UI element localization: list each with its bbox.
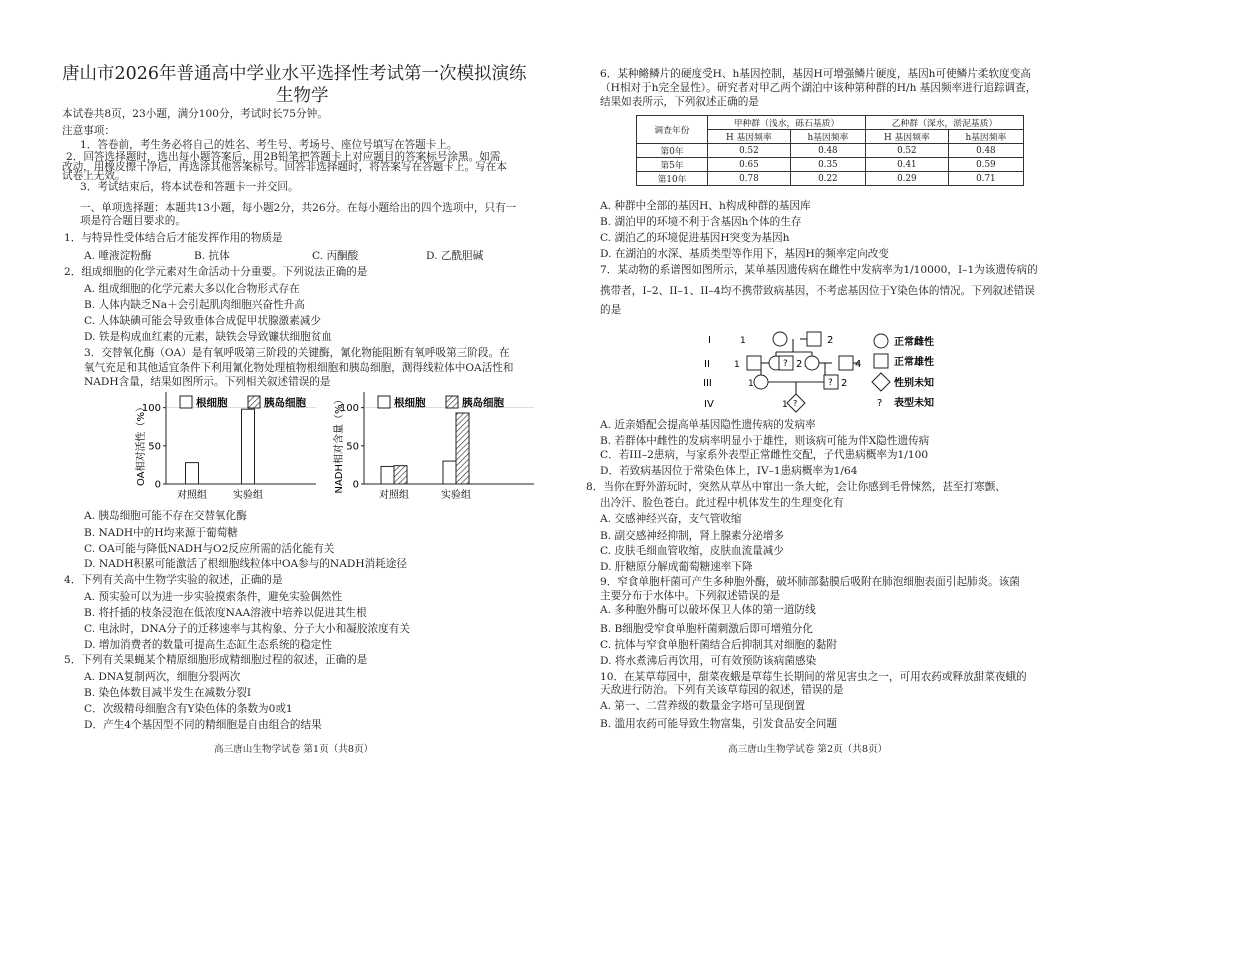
q9-option-c: C. 抗体与窄食单胞杆菌结合后抑制其对细胞的黏附: [600, 639, 837, 651]
table-group-header: 甲种群（浅水，砾石基质）: [708, 116, 866, 130]
legend-label: 胰岛细胞: [462, 397, 504, 409]
svg-text:1: 1: [734, 360, 740, 370]
intro-line: 改动，用橡皮擦干净后，再选涂其他答案标号。回答非选择题时，将答案写在答题卡上。写在本: [62, 161, 507, 173]
table-cell: 0.22: [790, 172, 865, 186]
q3-option-b: B. NADH中的H均来源于葡萄糖: [84, 527, 238, 539]
svg-text:1: 1: [748, 379, 754, 389]
q5-option-c: C．次级精母细胞含有Y染色体的条数为0或1: [84, 703, 293, 715]
q3-stem-line: NADH含量，结果如图所示。下列相关叙述错误的是: [84, 376, 331, 388]
generation-label: II: [704, 359, 710, 370]
male-symbol: [747, 356, 761, 370]
q3-stem-line: 3．交替氧化酶（OA）是有氧呼吸第三阶段的关键酶，氰化物能阻断有氧呼吸第三阶段。在: [84, 347, 510, 359]
table-row: [637, 172, 1024, 186]
bar-根细胞: [443, 461, 456, 484]
q8-stem-line: 出冷汗、脸色苍白。此过程中机体发生的生理变化有: [600, 497, 844, 509]
q6-option-d: D. 在湖泊的水深、基质类型等作用下，基因H的频率定向改变: [600, 248, 889, 260]
oa-activity-chart: [132, 388, 332, 504]
q6-stem-line: （H相对于h完全显性）。研究者对甲乙两个湖泊中该种第种群的H/h 基因频率进行追踪调查，: [600, 82, 1037, 94]
female-symbol: [805, 356, 819, 370]
table-row: [637, 144, 1024, 158]
q5-option-b: B. 染色体数目减半发生在减数分裂I: [84, 687, 252, 699]
q6-stem-line: 结果如表所示，下列叙述正确的是: [600, 96, 759, 108]
table-cell-year: 第5年: [637, 158, 708, 172]
q4-option-d: D. 增加消费者的数量可提高生态缸生态系统的稳定性: [84, 639, 332, 651]
q7-stem-line: 7．某动物的系谱图如图所示，某单基因遗传病在雌性中发病率为1/10000，I–1为该遗传病的: [600, 264, 1038, 276]
q1-stem: 1．与特异性受体结合后才能发挥作用的物质是: [64, 232, 283, 244]
svg-text:2: 2: [796, 359, 803, 370]
q7-option-d: D．若致病基因位于常染色体上，IV–1患病概率为1/64: [600, 465, 858, 477]
unknown-phenotype-mark: ?: [828, 378, 833, 388]
q3-option-a: A. 胰岛细胞可能不存在交替氧化酶: [84, 510, 247, 522]
q9-option-a: A. 多种胞外酶可以破坏保卫人体的第一道防线: [600, 604, 816, 616]
q10-stem-line: 天敌进行防治。下列有关该草莓园的叙述，错误的是: [600, 684, 844, 696]
q10-stem-line: 10．在某草莓园中，甜菜夜蛾是草莓生长期间的常见害虫之一，可用农药或释放甜菜夜蛾的: [600, 671, 1027, 683]
q4-stem: 4．下列有关高中生物学实验的叙述，正确的是: [64, 574, 283, 586]
legend-swatch: [248, 396, 260, 408]
female-symbol: [754, 375, 768, 389]
legend-female-symbol: [874, 334, 888, 348]
q2-option-b: B. 人体内缺乏Na＋会引起肌肉细胞兴奋性升高: [84, 299, 305, 311]
q1-option-a: A. 唾液淀粉酶: [84, 250, 152, 262]
legend-label: 胰岛细胞: [264, 397, 306, 409]
y-axis-label: NADH相对含量（%）: [334, 394, 345, 494]
unknown-phenotype-mark: ?: [793, 399, 798, 408]
exam-title: 唐山市2026年普通高中学业水平选择性考试第一次模拟演练: [62, 64, 527, 84]
table-cell-year: 第10年: [637, 172, 708, 186]
legend-swatch: [180, 396, 192, 408]
nadh-content-chart: [330, 388, 550, 504]
table-subheader: h基因频率: [948, 130, 1023, 144]
legend-label: 性别未知: [894, 378, 934, 389]
x-tick-label: 实验组: [441, 490, 471, 501]
section-heading: 一、单项选择题：本题共13小题，每小题2分，共26分。在每小题给出的四个选项中，只有一: [80, 202, 517, 214]
table-subheader: H 基因频率: [708, 130, 791, 144]
q3-option-d: D. NADH积累可能激活了根细胞线粒体中OA参与的NADH消耗途径: [84, 558, 407, 570]
bar-根细胞: [381, 466, 394, 484]
y-axis-label: OA相对活性（%）: [136, 401, 147, 487]
q10-option-a: A. 第一、二营养级的数量金字塔可呈现倒置: [600, 700, 806, 712]
section-heading: 项是符合题目要求的。: [80, 215, 186, 227]
q1-option-c: C. 丙酮酸: [312, 250, 359, 262]
bar-根细胞: [242, 409, 255, 484]
legend-label: 根细胞: [196, 397, 228, 409]
generation-label: I: [708, 335, 711, 346]
q5-option-d: D．产生4个基因型不同的精细胞是自由组合的结果: [84, 719, 322, 731]
q2-stem: 2．组成细胞的化学元素对生命活动十分重要。下列说法正确的是: [64, 266, 368, 278]
q8-stem-line: 8．当你在野外游玩时，突然从草丛中窜出一条大蛇，会让你感到毛骨悚然，甚至打寒颤、: [586, 481, 1006, 493]
q7-stem-line: 携带者，I–2、II–1、II–4均不携带致病基因，不考虑基因位于Y染色体的情况。下列叙述错误: [600, 285, 1035, 297]
table-cell: 0.35: [790, 158, 865, 172]
bar-胰岛细胞: [394, 466, 407, 484]
x-tick-label: 对照组: [379, 490, 409, 501]
table-corner: 调查年份: [637, 116, 708, 144]
q3-option-c: C. OA可能与降低NADH与O2反应所需的活化能有关: [84, 543, 335, 555]
table-subheader: H 基因频率: [865, 130, 948, 144]
q6-option-c: C. 湖泊乙的环境促进基因H突变为基因h: [600, 232, 790, 244]
q8-option-d: D. 肝糖原分解成葡萄糖速率下降: [600, 561, 753, 573]
svg-text:4: 4: [855, 359, 862, 370]
q8-option-a: A. 交感神经兴奋，支气管收缩: [600, 513, 742, 525]
table-cell: 0.65: [708, 158, 791, 172]
legend-label: 根细胞: [394, 397, 426, 409]
q4-option-a: A. 预实验可以为进一步实验摸索条件，避免实验偶然性: [84, 591, 343, 603]
q4-option-b: B. 将扦插的枝条浸泡在低浓度NAA溶液中培养以促进其生根: [84, 607, 367, 619]
table-cell: 0.59: [948, 158, 1023, 172]
legend-swatch: [446, 396, 458, 408]
table-cell: 0.29: [865, 172, 948, 186]
intro-line: 试卷上无效。: [62, 170, 126, 182]
legend-label: 正常雌性: [894, 337, 934, 348]
gene-frequency-table: [636, 115, 1024, 186]
q7-stem-line: 的是: [600, 304, 622, 316]
q8-option-b: B. 副交感神经抑制，肾上腺素分泌增多: [600, 530, 785, 542]
table-group-header: 乙种群（深水，淤泥基质）: [865, 116, 1023, 130]
svg-text:1: 1: [782, 400, 788, 410]
table-cell: 0.48: [790, 144, 865, 158]
unknown-phenotype-mark: ?: [783, 359, 788, 369]
legend-label: 正常雄性: [894, 357, 934, 368]
svg-text:2: 2: [841, 378, 848, 389]
q3-stem-line: 氧气充足和其他适宜条件下利用氰化物处理植物根细胞和胰岛细胞，测得线粒体中OA活性和: [84, 362, 514, 374]
q9-option-d: D. 将水煮沸后再饮用，可有效预防该病菌感染: [600, 655, 817, 667]
generation-label: III: [703, 378, 712, 389]
q6-option-b: B. 湖泊甲的环境不利于含基因h个体的生存: [600, 216, 802, 228]
legend-swatch: [378, 396, 390, 408]
exam-subject: 生物学: [276, 86, 329, 106]
q5-stem: 5．下列有关果蝇某个精原细胞形成精细胞过程的叙述，正确的是: [64, 654, 368, 666]
intro-line: 2．回答选择题时，选出每小题答案后，用2B铅笔把答题卡上对应题目的答案标号涂黑。如需: [66, 151, 501, 163]
table-cell: 0.71: [948, 172, 1023, 186]
q1-option-b: B. 抗体: [194, 250, 230, 262]
table-cell-year: 第0年: [637, 144, 708, 158]
table-cell: 0.52: [708, 144, 791, 158]
pedigree-diagram: [694, 322, 1054, 414]
y-tick-label: 0: [352, 479, 359, 491]
table-cell: 0.78: [708, 172, 791, 186]
female-symbol: [773, 332, 787, 346]
q7-option-b: B. 若群体中雌性的发病率明显小于雄性，则该病可能为伴X隐性遗传病: [600, 435, 930, 447]
q2-option-c: C. 人体缺碘可能会导致垂体合成促甲状腺激素减少: [84, 315, 321, 327]
legend-male-symbol: [874, 354, 888, 368]
q9-stem-line: 主要分布于水体中。下列叙述错误的是: [600, 590, 781, 602]
q4-option-c: C. 电泳时，DNA分子的迁移速率与其构象、分子大小和凝胶浓度有关: [84, 623, 410, 635]
y-tick-label: 50: [148, 441, 161, 453]
q9-option-b: B. B细胞受窄食单胞杆菌刺激后即可增殖分化: [600, 623, 813, 635]
table-cell: 0.48: [948, 144, 1023, 158]
table-cell: 0.41: [865, 158, 948, 172]
y-tick-label: 50: [346, 441, 359, 453]
legend-unknown-sex-symbol: [872, 373, 890, 391]
intro-line: 1．答卷前，考生务必将自己的姓名、考生号、考场号、座位号填写在答题卡上。: [80, 139, 458, 151]
q8-option-c: C. 皮肤毛细血管收缩，皮肤血流量减少: [600, 545, 784, 557]
intro-line: 3．考试结束后，将本试卷和答题卡一并交回。: [80, 181, 299, 193]
q6-option-a: A. 种群中全部的基因H、h构成种群的基因库: [600, 200, 811, 212]
y-tick-label: 100: [339, 403, 359, 415]
page-footer: 高三唐山生物学试卷 第1页（共8页）: [214, 744, 374, 755]
q5-option-a: A. DNA复制两次，细胞分裂两次: [84, 671, 241, 683]
page-footer: 高三唐山生物学试卷 第2页（共8页）: [728, 744, 888, 755]
x-tick-label: 对照组: [177, 490, 207, 501]
bar-根细胞: [186, 463, 199, 484]
q6-stem-line: 6．某种鳉鳞片的硬度受H、h基因控制，基因H可增强鳞片硬度，基因h可使鳞片柔软度变高: [600, 68, 1031, 80]
generation-label: IV: [704, 399, 714, 410]
bar-胰岛细胞: [456, 413, 469, 484]
male-symbol: [839, 356, 853, 370]
q2-option-a: A. 组成细胞的化学元素大多以化合物形式存在: [84, 283, 300, 295]
legend-label: 表型未知: [894, 398, 934, 409]
svg-text:1: 1: [740, 336, 746, 346]
x-tick-label: 实验组: [233, 490, 263, 501]
table-row: [637, 158, 1024, 172]
q2-option-d: D. 铁是构成血红素的元素，缺铁会导致镰状细胞贫血: [84, 331, 332, 343]
svg-text:2: 2: [827, 335, 834, 346]
male-symbol: [807, 332, 821, 346]
y-tick-label: 100: [141, 403, 161, 415]
y-tick-label: 0: [154, 479, 161, 491]
q9-stem-line: 9．窄食单胞杆菌可产生多种胞外酶，破坏肺部黏膜后吸附在肺泡细胞表面引起肺炎。该菌: [600, 576, 1020, 588]
q7-option-a: A. 近亲婚配会提高单基因隐性遗传病的发病率: [600, 419, 816, 431]
intro-line: 注意事项：: [62, 125, 115, 137]
pedigree-generation-labels: [703, 335, 714, 410]
q1-option-d: D. 乙酰胆碱: [426, 250, 484, 262]
table-cell: 0.52: [865, 144, 948, 158]
q10-option-b: B. 滥用农药可能导致生物富集，引发食品安全问题: [600, 718, 837, 730]
legend-unknown-mark: ?: [877, 398, 883, 409]
intro-line: 本试卷共8页，23小题，满分100分，考试时长75分钟。: [62, 108, 328, 120]
q7-option-c: C．若III–2患病，与家系外表型正常雌性交配，子代患病概率为1/100: [600, 449, 929, 461]
table-subheader: h基因频率: [790, 130, 865, 144]
